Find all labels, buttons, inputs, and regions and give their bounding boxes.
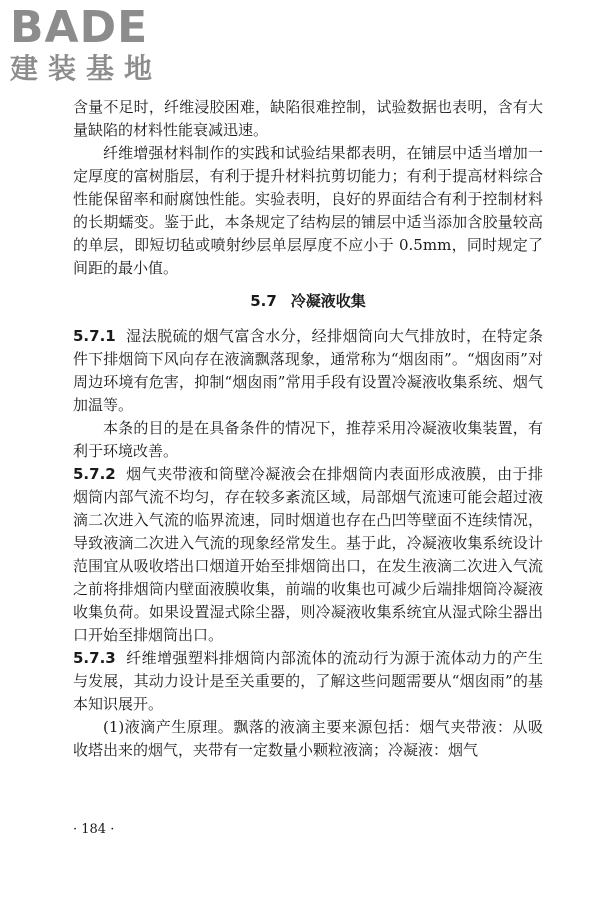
document-body	[73, 96, 543, 762]
page-number: · 184 ·	[73, 822, 115, 837]
watermark-latin-text: BADE	[10, 2, 149, 53]
clause-text: 纤维增强塑料排烟筒内部流体的流动行为源于流体动力的产生与发展，其动力设计是至关重要的，了解这些问题需要从“烟囱雨”的基本知识展开。	[73, 649, 543, 713]
clause-5-7-2	[73, 463, 543, 647]
clause-text: 湿法脱硫的烟气富含水分，经排烟筒向大气排放时，在特定条件下排烟筒下风向存在液滴飘落现象，通常称为“烟囱雨”。“烟囱雨”对周边环境有危害，抑制“烟囱雨”常用手段有设置冷凝液收集系统、烟气加温等。	[73, 327, 543, 414]
clause-5-7-1	[73, 325, 543, 417]
clause-text: 烟气夹带液和筒壁冷凝液会在排烟筒内表面形成液膜，由于排烟筒内部气流不均匀，存在较多紊流区域，局部烟气流速可能会超过液滴二次进入气流的临界流速，同时烟道也存在凸凹等壁面不连续情况，导致液滴二次进入气流的现象经常发生。基于此，冷凝液收集系统设计范围宜从吸收塔出口烟道开始至排烟筒出口，在发生液滴二次进入气流之前将排烟筒内壁面液膜收集，前端的收集也可减少后端排烟筒冷凝液收集负荷。如果设置湿式除尘器，则冷凝液收集系统宜从湿式除尘器出口开始至排烟筒出口。	[73, 465, 543, 644]
clause-5-7-3	[73, 647, 543, 716]
section-title-text: 冷凝液收集	[290, 292, 366, 310]
paragraph-fiber-reinforced: 纤维增强材料制作的实践和试验结果都表明，在铺层中适当增加一定厚度的富树脂层，有利于提升材料抗剪切能力；有利于提高材料综合性能保留率和耐腐蚀性能。实验表明，良好的界面结合有利于控制材料的长期蠕变。鉴于此，本条规定了结构层的铺层中适当添加含胶量较高的单层，即短切毡或喷射纱层单层厚度不应小于 0.5mm，同时规定了间距的最小值。	[73, 144, 543, 277]
clause-5-7-1-followup: 本条的目的是在具备条件的情况下，推荐采用冷凝液收集装置，有利于环境改善。	[73, 419, 543, 460]
clause-5-7-3-item-1: (1)液滴产生原理。飘落的液滴主要来源包括：烟气夹带液：从吸收塔出来的烟气，夹带有一定数量小颗粒液滴；冷凝液：烟气	[73, 718, 543, 759]
clause-number: 5.7.1	[73, 327, 116, 345]
watermark-cjk-text: 建装基地	[10, 52, 163, 85]
section-number: 5.7	[250, 292, 277, 310]
clause-number: 5.7.2	[73, 465, 116, 483]
section-heading	[73, 290, 543, 313]
clause-number: 5.7.3	[73, 649, 116, 667]
site-watermark-logo	[10, 4, 180, 90]
paragraph-continued: 含量不足时，纤维浸胶困难，缺陷很难控制，试验数据也表明，含有大量缺陷的材料性能衰减迅速。	[73, 98, 543, 139]
